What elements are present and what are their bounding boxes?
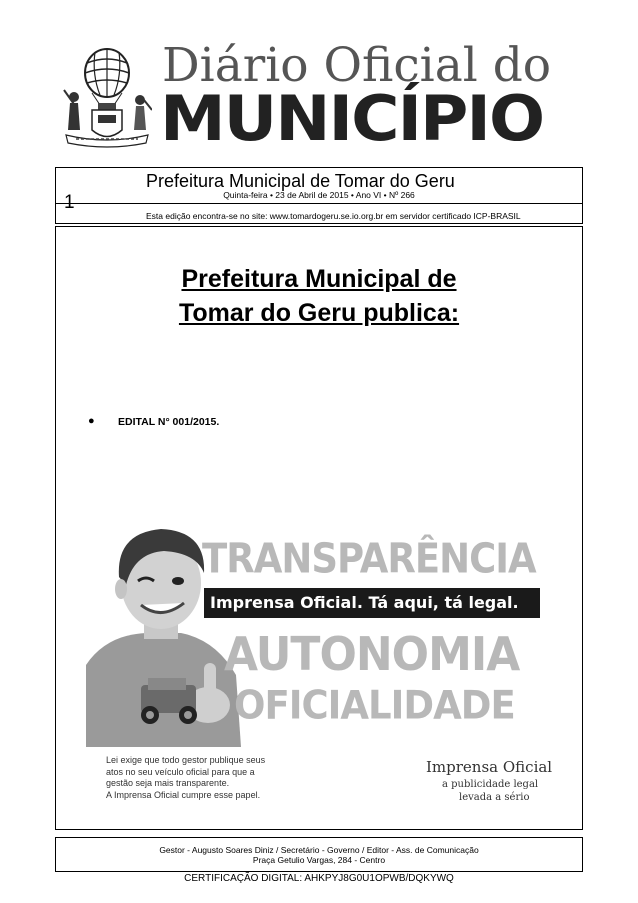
footer-address: Praça Getulio Vargas, 284 - Centro bbox=[252, 855, 386, 865]
ad-body-text bbox=[106, 755, 296, 801]
ad-body-line: A Imprensa Oficial cumpre esse papel. bbox=[106, 789, 261, 800]
ad-slogan: Imprensa Oficial. Tá aqui, tá legal. bbox=[210, 593, 519, 612]
ad-word-autonomia: AUTONOMIA bbox=[224, 628, 520, 682]
edital-item: EDITAL N° 001/2015. bbox=[118, 416, 220, 428]
coat-of-arms-icon bbox=[62, 45, 152, 150]
publication-title-line2: Tomar do Geru publica: bbox=[178, 299, 460, 327]
ad-body-line: atos no seu veículo oficial para que a bbox=[106, 766, 255, 777]
publication-title-line1: Prefeitura Municipal de bbox=[181, 265, 457, 293]
ad-brand: Imprensa Oficial bbox=[426, 758, 553, 776]
ad-word-oficialidade: OFICIALIDADE bbox=[234, 683, 515, 729]
header-organization: Prefeitura Municipal de Tomar do Geru bbox=[146, 171, 455, 191]
advertisement bbox=[86, 515, 562, 815]
site-notice: Esta edição encontra-se no site: www.tomardogeru.se.io.org.br em servidor certificado ICP-BRASIL bbox=[146, 211, 521, 221]
publication-title bbox=[55, 262, 583, 330]
edition-info: Quinta-feira • 23 de Abril de 2015 • Ano VI • Nº 266 bbox=[223, 190, 415, 200]
footer-staff: Gestor - Augusto Soares Diniz / Secretário - Governo / Editor - Ass. de Comunicação bbox=[159, 845, 479, 855]
ad-brand-tagline-1: a publicidade legal bbox=[442, 779, 539, 790]
digital-certification: CERTIFICAÇÃO DIGITAL: AHKPYJ8G0U1OPWB/DQKYWQ bbox=[184, 873, 454, 884]
bullet-icon: ● bbox=[88, 415, 95, 427]
header-divider bbox=[55, 203, 583, 204]
ad-word-transparencia: TRANSPARÊNCIA bbox=[202, 535, 536, 583]
masthead-title-line2: MUNICÍPIO bbox=[160, 82, 544, 156]
masthead-title-line1: Diário Oficial do bbox=[162, 38, 552, 93]
ad-body-line: Lei exige que todo gestor publique seus bbox=[106, 755, 266, 765]
ad-brand-tagline-2: levada a sério bbox=[459, 792, 530, 803]
ad-body-line: gestão seja mais transparente. bbox=[106, 778, 230, 788]
page-number: 1 bbox=[64, 192, 75, 213]
